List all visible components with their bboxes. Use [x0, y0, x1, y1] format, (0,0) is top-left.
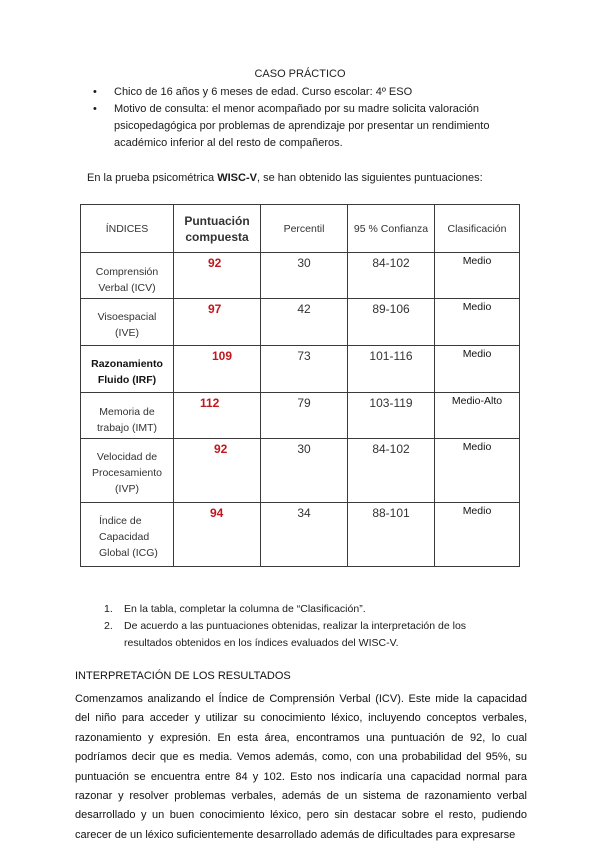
table-row [81, 503, 520, 567]
score-cell: 112 [174, 393, 261, 439]
score-cell: 92 [174, 439, 261, 503]
percentile-cell: 73 [261, 346, 348, 393]
index-cell: Velocidad de Procesamiento (IVP) [81, 439, 174, 503]
bullet-item-student [90, 84, 530, 101]
score-cell: 94 [174, 503, 261, 567]
index-cell: Índice de Capacidad Global (ICG) [81, 503, 174, 567]
task-item [104, 618, 504, 652]
intro-test-name: WISC-V [217, 172, 257, 184]
table-row [81, 299, 520, 346]
index-cell: Comprensión Verbal (ICV) [81, 253, 174, 299]
confidence-cell: 101-116 [348, 346, 435, 393]
header-score-label: Puntuación compuesta [184, 213, 250, 244]
header-indices: ÍNDICES [81, 205, 174, 253]
classification-cell: Medio [435, 253, 520, 299]
table-header-row [81, 205, 520, 253]
confidence-cell: 88-101 [348, 503, 435, 567]
task-item [104, 601, 504, 618]
intro-after: , se han obtenido las siguientes puntuaciones: [256, 172, 483, 184]
table-row [81, 253, 520, 299]
score-cell: 92 [174, 253, 261, 299]
confidence-cell: 84-102 [348, 439, 435, 503]
classification-cell: Medio [435, 299, 520, 346]
index-cell: Razonamiento Fluido (IRF) [81, 346, 174, 393]
table-row [81, 346, 520, 393]
score-cell: 97 [174, 299, 261, 346]
intro-before: En la prueba psicométrica [87, 172, 218, 184]
case-bullet-list [90, 84, 530, 152]
scores-table [80, 204, 520, 567]
document-title: CASO PRÁCTICO [254, 68, 346, 80]
percentile-cell: 42 [261, 299, 348, 346]
percentile-cell: 34 [261, 503, 348, 567]
bullet-icon: • [93, 86, 97, 98]
index-cell: Memoria de trabajo (IMT) [81, 393, 174, 439]
header-confidence: 95 % Confianza [348, 205, 435, 253]
score-cell: 109 [174, 346, 261, 393]
index-cell: Visoespacial (IVE) [81, 299, 174, 346]
confidence-cell: 84-102 [348, 253, 435, 299]
task-text: De acuerdo a las puntuaciones obtenidas, realizar la interpretación de los resultados obtenidos en los índices evaluados del WISC-V. [124, 620, 467, 649]
bullet-item-reason [90, 101, 530, 152]
classification-cell: Medio [435, 346, 520, 393]
task-number: 1. [104, 603, 113, 615]
confidence-cell: 89-106 [348, 299, 435, 346]
classification-cell: Medio-Alto [435, 393, 520, 439]
table-row [81, 393, 520, 439]
percentile-cell: 30 [261, 439, 348, 503]
header-classification: Clasificación [435, 205, 520, 253]
header-score [174, 205, 261, 253]
intro-sentence [87, 172, 483, 184]
header-percentile: Percentil [261, 205, 348, 253]
percentile-cell: 79 [261, 393, 348, 439]
task-number: 2. [104, 620, 113, 632]
table-row [81, 439, 520, 503]
bullet-text: Motivo de consulta: el menor acompañado por su madre solicita valoración psicopedagógica por problemas de aprendizaje por presentar un rendimiento académico inferior al del resto de compañeros. [114, 103, 490, 149]
bullet-text: Chico de 16 años y 6 meses de edad. Curso escolar: 4º ESO [114, 86, 413, 98]
classification-cell: Medio [435, 439, 520, 503]
confidence-cell: 103-119 [348, 393, 435, 439]
percentile-cell: 30 [261, 253, 348, 299]
bullet-icon: • [93, 103, 97, 115]
classification-cell: Medio [435, 503, 520, 567]
task-text: En la tabla, completar la columna de “Clasificación”. [124, 603, 366, 615]
section-heading: INTERPRETACIÓN DE LOS RESULTADOS [75, 670, 291, 682]
task-list [104, 601, 504, 652]
interpretation-paragraph: Comenzamos analizando el Índice de Comprensión Verbal (ICV). Este mide la capacidad del niño para acceder y utilizar su conocimiento léxico, incluyendo conceptos verbales, razonamiento y expresión. En esta área, encontramos una puntuación de 92, lo cual podríamos decir que es media. Vemos además, como, con una probabilidad del 95%, su puntuación se encuentra entre 84 y 102. Esto nos indicaría una capacidad normal para razonar y resolver problemas verbales, además de un sistema de razonamiento verbal desarrollado y un buen conocimiento léxico, pero sin destacar sobre el resto, pudiendo carecer de un léxico suficientemente desarrollado además de dificultades para expresarse [75, 693, 527, 841]
